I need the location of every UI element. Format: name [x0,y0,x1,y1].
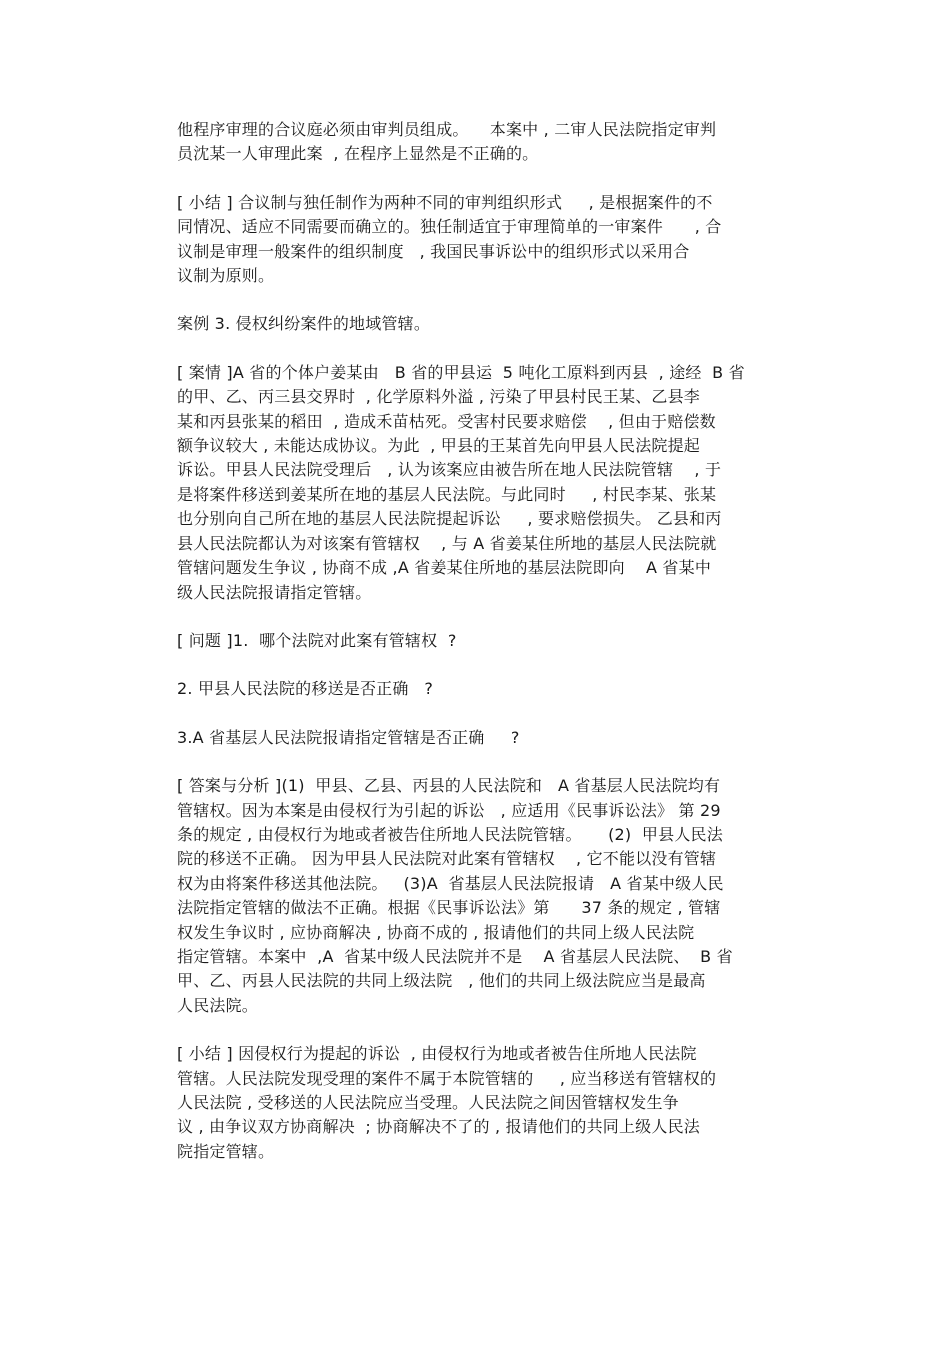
text-line: 员沈某一人审理此案 , 在程序上显然是不正确的。 [177,144,539,164]
paragraph [177,191,777,289]
text-line: 指定管辖。本案中 ,A 省某中级人民法院并不是 A 省基层人民法院、 B 省 [177,946,733,966]
text-line: 诉讼。甲县人民法院受理后 , 认为该案应由被告所在地人民法院管辖 , 于 [177,460,722,480]
text-line: 额争议较大 , 未能达成协议。为此 , 甲县的王某首先向甲县人民法院提起 [177,436,701,456]
paragraph [177,1042,777,1164]
text-line: [ 小结 ] 合议制与独任制作为两种不同的审判组织形式 , 是根据案件的不 [177,192,713,212]
text-line: 是将案件移送到姜某所在地的基层人民法院。与此同时 , 村民李某、张某 [177,484,717,504]
text-line: 管辖问题发生争议 , 协商不成 ,A 省姜某住所地的基层法院即向 A 省某中 [177,558,712,578]
text-line: 条的规定 , 由侵权行为地或者被告住所地人民法院管辖。 (2) 甲县人民法 [177,824,723,844]
paragraph [177,118,777,167]
text-line: 人民法院 , 受移送的人民法院应当受理。人民法院之间因管辖权发生争 [177,1093,679,1112]
text-line: 院的移送不正确。 因为甲县人民法院对此案有管辖权 , 它不能以没有管辖 [177,849,717,869]
text-line: 议 , 由争议双方协商解决 ; 协商解决不了的 , 报请他们的共同上级人民法 [177,1117,700,1137]
text-line: 3.A 省基层人民法院报请指定管辖是否正确 ? [177,727,520,747]
text-line: 管辖。人民法院发现受理的案件不属于本院管辖的 , 应当移送有管辖权的 [177,1068,717,1088]
text-line: 院指定管辖。 [177,1141,275,1161]
text-line: 某和丙县张某的稻田 , 造成禾苗枯死。受害村民要求赔偿 , 但由于赔偿数 [177,411,716,431]
document-body [177,118,777,1188]
text-line: 甲、乙、丙县人民法院的共同上级法院 , 他们的共同上级法院应当是最高 [177,971,706,991]
text-line: 他程序审理的合议庭必须由审判员组成。 本案中 , 二审人民法院指定审判 [177,120,717,139]
text-line: 权为由将案件移送其他法院。 (3)A 省基层人民法院报请 A 省某中级人民 [177,873,724,893]
text-line: 议制为原则。 [177,266,275,286]
paragraph [177,677,777,701]
text-line: 案例 3. 侵权纠纷案件的地域管辖。 [177,314,431,334]
text-line: 议制是审理一般案件的组织制度 , 我国民事诉讼中的组织形式以采用合 [177,241,690,261]
paragraph [177,312,777,336]
text-line: 级人民法院报请指定管辖。 [177,582,372,602]
text-line: [ 答案与分析 ](1) 甲县、乙县、丙县的人民法院和 A 省基层人民法院均有 [177,776,721,796]
paragraph [177,774,777,1018]
text-line: [ 问题 ]1. 哪个法院对此案有管辖权 ? [177,630,457,650]
text-line: 2. 甲县人民法院的移送是否正确 ? [177,679,434,699]
paragraph [177,361,777,605]
text-line: 的甲、乙、丙三县交界时 , 化学原料外溢 , 污染了甲县村民王某、乙县李 [177,387,701,407]
text-line: [ 案情 ]A 省的个体户姜某由 B 省的甲县运 5 吨化工原料到丙县 , 途经 B 省 [177,362,745,382]
text-line: [ 小结 ] 因侵权行为提起的诉讼 , 由侵权行为地或者被告住所地人民法院 [177,1044,697,1064]
text-line: 同情况、适应不同需要而确立的。独任制适宜于审理简单的一审案件 , 合 [177,217,722,237]
text-line: 管辖权。因为本案是由侵权行为引起的诉讼 , 应适用《民事诉讼法》 第 29 [177,800,721,820]
text-line: 人民法院。 [177,995,259,1015]
text-line: 法院指定管辖的做法不正确。根据《民事诉讼法》第 37 条的规定 , 管辖 [177,898,721,918]
paragraph [177,726,777,750]
text-line: 也分别向自己所在地的基层人民法院提起诉讼 , 要求赔偿损失。 乙县和丙 [177,509,722,529]
paragraph [177,629,777,653]
text-line: 权发生争议时 , 应协商解决 , 协商不成的 , 报请他们的共同上级人民法院 [177,922,695,942]
text-line: 县人民法院都认为对该案有管辖权 , 与 A 省姜某住所地的基层人民法院就 [177,533,717,553]
